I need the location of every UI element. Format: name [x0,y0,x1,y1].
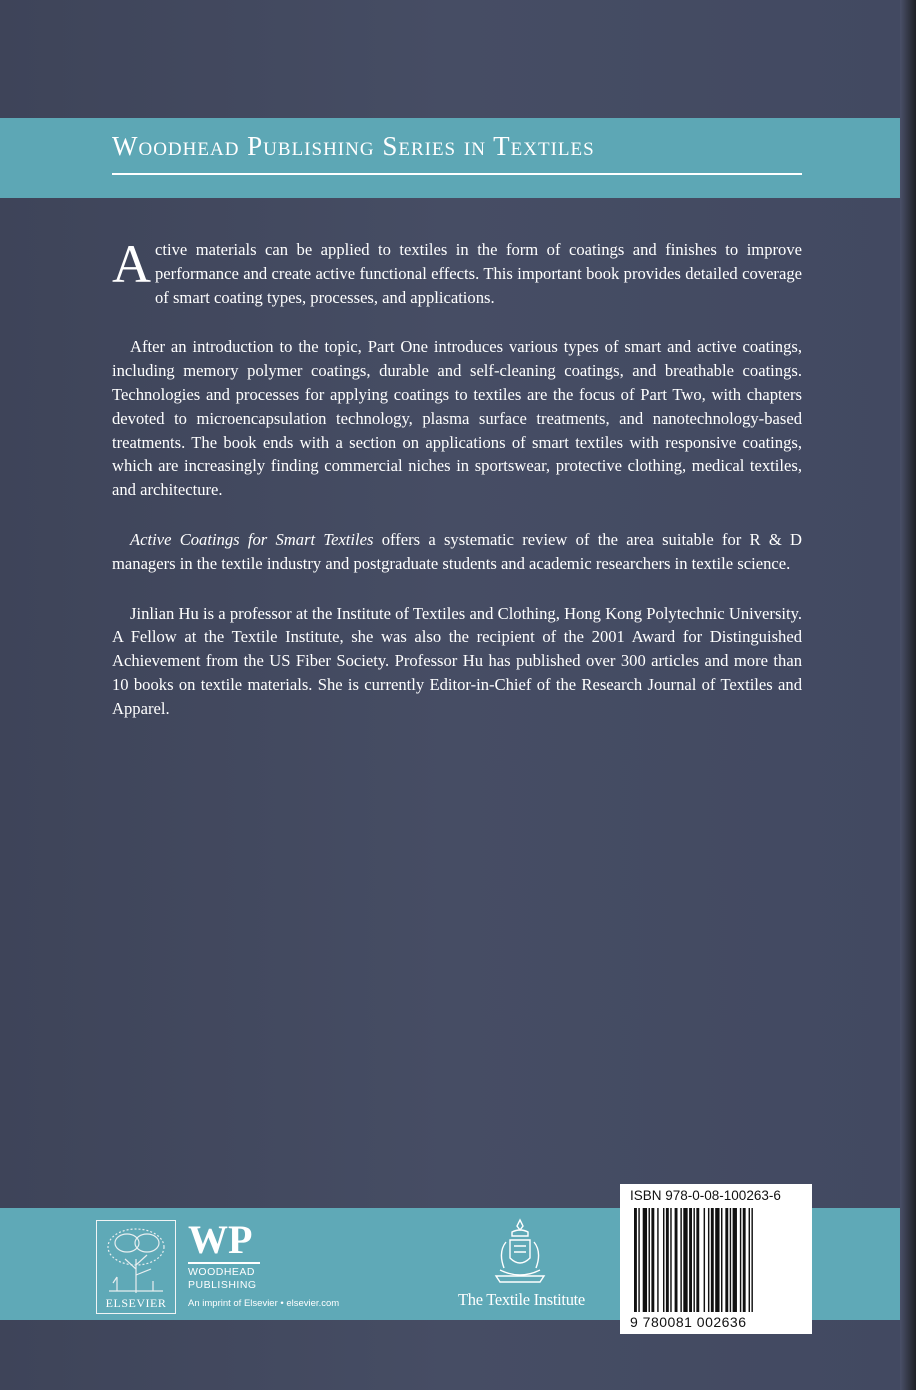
elsevier-wordmark: ELSEVIER [105,1296,167,1310]
isbn-barcode-panel [620,1184,812,1334]
woodhead-logo-line-1: WOODHEAD [188,1266,255,1278]
blurb-paragraph-1 [112,234,802,309]
textile-institute-name: The Textile Institute [458,1290,585,1309]
woodhead-logo-rule [188,1262,260,1264]
barcode-digits: 9 780081 002636 [630,1314,747,1330]
barcode-icon [632,1208,800,1312]
series-title-rule [112,173,802,175]
spine-edge [900,0,916,1390]
series-title: Woodhead Publishing Series in Textiles [112,131,595,161]
blurb-paragraph-3 [112,528,802,576]
elsevier-logo [96,1220,176,1314]
woodhead-logo-line-2: PUBLISHING [188,1279,257,1291]
author-bio: Jinlian Hu is a professor at the Institute of Textiles and Clothing, Hong Kong Polytechnic University. A Fellow at the Textile Institute, she was also the recipient of the 2001 Award for Distinguished Achievement from the US Fiber Society. Professor Hu has published over 300 articles and more than 10 books on textile materials. She is currently Editor-in-Chief of the Research Journal of Textiles and Apparel. [112,603,802,718]
blurb-paragraph-2: After an introduction to the topic, Part One introduces various types of smart and active coatings, including memory polymer coatings, durable and self-cleaning coatings, and breathable coatings. Technologies and processes for applying coatings to textiles are the focus of Part Two, with chapters devoted to microencapsulation technology, plasma surface treatments, and nanotechnology-based treatments. The book ends with a section on applications of smart textiles with responsive coatings, which are increasingly finding commercial niches in sportswear, protective clothing, medical textiles, and architecture. [112,337,802,500]
imprint-text: An imprint of Elsevier • elsevier.com [188,1298,340,1309]
blurb-text [112,234,803,747]
isbn-label: ISBN 978-0-08-100263-6 [630,1188,781,1203]
drop-cap: A [112,234,151,294]
textile-institute-crest-icon [492,1218,548,1286]
blurb-paragraph-3-text: offers a systematic review of the area suitable for R & D managers in the textile industry and postgraduate students and academic researchers in textile science. [112,529,803,573]
elsevier-tree-icon [103,1225,169,1295]
book-title: Active Coatings for Smart Textiles [130,529,374,549]
blurb-paragraph-1-text: ctive materials can be applied to textiles in the form of coatings and finishes to improve performance and create active functional effects. This important book provides detailed coverage of smart coating types, processes, and applications. [155,240,802,307]
woodhead-logo-mark: WP [188,1217,253,1262]
